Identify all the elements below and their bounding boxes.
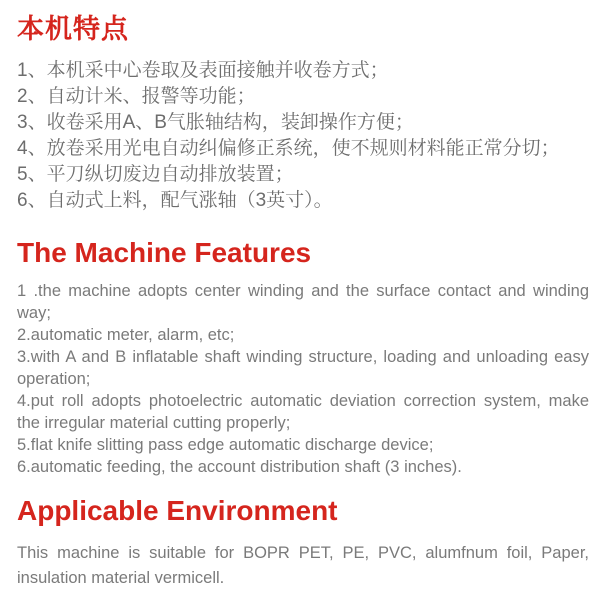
cn-features-list	[17, 58, 589, 214]
en-features-list	[17, 280, 589, 478]
applicable-environment-paragraph: This machine is suitable for BOPR PET, PE, PVC, alumfnum foil, Paper, insulation material vermicell.	[17, 544, 589, 588]
en-feature-item-1: 1 .the machine adopts center winding and the surface contact and winding way;	[17, 282, 589, 323]
en-feature-item-6: 6.automatic feeding, the account distribution shaft (3 inches).	[17, 458, 462, 477]
en-feature-item-4: 4.put roll adopts photoelectric automatic deviation correction system, make the irregular material cutting properly;	[17, 392, 589, 433]
cn-feature-item-5: 5、平刀纵切废边自动排放装置；	[17, 164, 294, 186]
cn-feature-item-1: 1、本机采中心卷取及表面接触并收卷方式；	[17, 60, 389, 82]
cn-feature-item-2: 2、自动计米、报警等功能；	[17, 86, 256, 108]
cn-feature-item-4: 4、放卷采用光电自动纠偏修正系统，使不规则材料能正常分切；	[17, 138, 560, 160]
applicable-environment-heading: Applicable Environment	[17, 495, 338, 527]
cn-feature-item-3: 3、收卷采用A、B气胀轴结构，装卸操作方便；	[17, 112, 414, 134]
en-feature-item-5: 5.flat knife slitting pass edge automatic discharge device;	[17, 436, 434, 455]
en-features-heading: The Machine Features	[17, 237, 312, 269]
cn-feature-item-6: 6、自动式上料，配气涨轴（3英寸）。	[17, 190, 333, 212]
en-feature-item-2: 2.automatic meter, alarm, etc;	[17, 326, 235, 345]
en-feature-item-3: 3.with A and B inflatable shaft winding structure, loading and unloading easy operation;	[17, 348, 589, 389]
cn-features-heading: 本机特点	[17, 14, 129, 44]
